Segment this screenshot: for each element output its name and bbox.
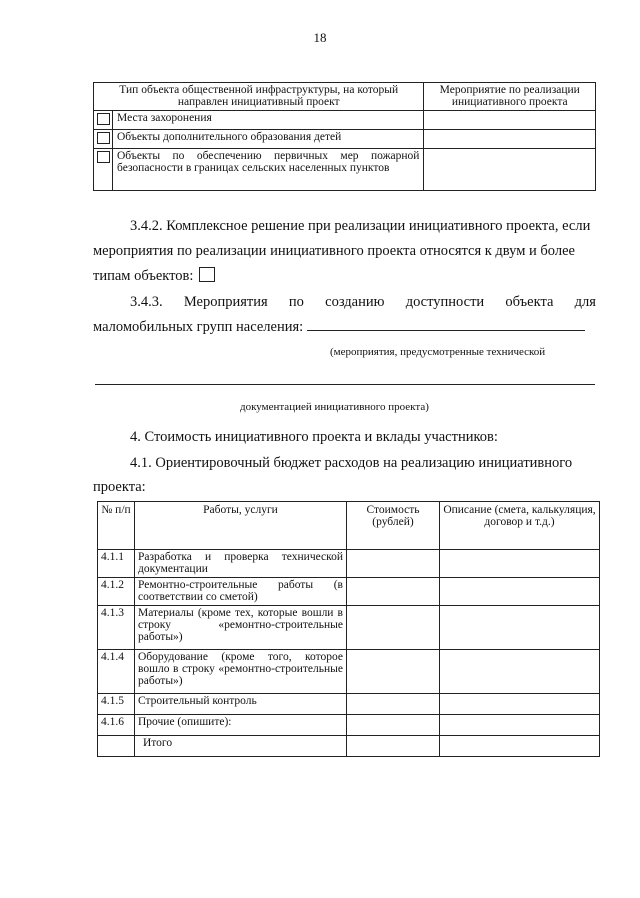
budget-row-total: Итого <box>135 736 347 757</box>
budget-row-work: Прочие (опишите): <box>135 715 347 736</box>
budget-row-cost[interactable] <box>347 694 440 715</box>
infra-header-measure: Мероприятие по реализации инициативного проекта <box>424 83 596 111</box>
budget-row-work: Ремонтно-строительные работы (в соответствии со сметой) <box>135 578 347 606</box>
budget-row-work: Материалы (кроме тех, которые вошли в строку «ремонтно-строительные работы») <box>135 606 347 650</box>
budget-row-desc[interactable] <box>440 694 600 715</box>
table-row <box>98 736 600 757</box>
infra-row-label: Места захоронения <box>113 111 424 130</box>
budget-row-desc[interactable] <box>440 736 600 757</box>
budget-row-num: 4.1.1 <box>98 550 135 578</box>
s342-line3-wrap <box>93 265 215 288</box>
checkbox[interactable] <box>199 267 215 282</box>
checkbox[interactable] <box>97 151 110 163</box>
s343-word: для <box>574 294 596 310</box>
budget-header-work: Работы, услуги <box>135 502 347 550</box>
budget-row-desc[interactable] <box>440 550 600 578</box>
infra-row-measure[interactable] <box>424 149 596 191</box>
s41-line1: 4.1. Ориентировочный бюджет расходов на реализацию инициативного <box>130 455 573 471</box>
budget-row-num: 4.1.2 <box>98 578 135 606</box>
s343-line2: маломобильных групп населения: <box>93 319 304 335</box>
section4-heading: 4. Стоимость инициативного проекта и вклады участников: <box>130 429 498 445</box>
s343-caption1: (мероприятия, предусмотренные технической <box>330 346 546 358</box>
fill-in-line[interactable] <box>95 384 595 385</box>
s343-word: доступности <box>405 294 485 310</box>
s343-word: по <box>288 294 304 310</box>
table-row <box>98 550 600 578</box>
infra-header-type: Тип объекта общественной инфраструктуры, на который направлен инициативный проект <box>94 83 424 111</box>
fill-in-line[interactable] <box>307 316 585 331</box>
table-row <box>94 149 596 191</box>
table-row <box>94 111 596 130</box>
s343-word: созданию <box>325 294 385 310</box>
table-row <box>98 650 600 694</box>
budget-row-work: Разработка и проверка технической документации <box>135 550 347 578</box>
infrastructure-type-table <box>93 82 596 191</box>
infra-row-measure[interactable] <box>424 130 596 149</box>
s343-line2-wrap <box>93 316 585 339</box>
budget-row-cost[interactable] <box>347 650 440 694</box>
page-number: 18 <box>313 30 327 45</box>
table-row <box>98 694 600 715</box>
budget-row-cost[interactable] <box>347 578 440 606</box>
budget-row-num: 4.1.4 <box>98 650 135 694</box>
budget-table <box>97 501 600 757</box>
checkbox-cell[interactable] <box>94 111 113 130</box>
checkbox[interactable] <box>97 113 110 125</box>
budget-row-work: Оборудование (кроме того, которое вошло в строку «ремонтно-строительные работы») <box>135 650 347 694</box>
budget-row-cost[interactable] <box>347 550 440 578</box>
checkbox[interactable] <box>97 132 110 144</box>
s343-word: объекта <box>505 294 554 310</box>
budget-row-cost[interactable] <box>347 736 440 757</box>
s342-line3: типам объектов: <box>93 268 194 284</box>
s342-line1: 3.4.2. Комплексное решение при реализации инициативного проекта, если <box>130 218 591 234</box>
table-row <box>98 715 600 736</box>
table-row <box>98 606 600 650</box>
s342-line2: мероприятия по реализации инициативного проекта относятся к двум и более <box>93 243 575 259</box>
table-row <box>98 578 600 606</box>
budget-row-desc[interactable] <box>440 606 600 650</box>
budget-row-cost[interactable] <box>347 606 440 650</box>
budget-row-num: 4.1.5 <box>98 694 135 715</box>
budget-row-desc[interactable] <box>440 715 600 736</box>
infra-row-label: Объекты дополнительного образования детей <box>113 130 424 149</box>
budget-row-num: 4.1.3 <box>98 606 135 650</box>
budget-row-num: 4.1.6 <box>98 715 135 736</box>
budget-row-num <box>98 736 135 757</box>
s343-caption2: документацией инициативного проекта) <box>240 401 429 413</box>
s343-word: 3.4.3. <box>130 294 163 310</box>
checkbox-cell[interactable] <box>94 130 113 149</box>
budget-row-desc[interactable] <box>440 650 600 694</box>
infra-row-measure[interactable] <box>424 111 596 130</box>
s343-line1 <box>130 291 596 314</box>
s41-line2: проекта: <box>93 479 146 495</box>
budget-header-desc: Описание (смета, калькуляция, договор и т.д.) <box>440 502 600 550</box>
budget-header-cost: Стоимость (рублей) <box>347 502 440 550</box>
table-row <box>94 130 596 149</box>
s343-word: Мероприятия <box>183 294 268 310</box>
checkbox-cell[interactable] <box>94 149 113 191</box>
infra-row-label: Объекты по обеспечению первичных мер пожарной безопасности в границах сельских населенных пунктов <box>113 149 424 191</box>
budget-row-work: Строительный контроль <box>135 694 347 715</box>
budget-row-desc[interactable] <box>440 578 600 606</box>
budget-header-num: № п/п <box>98 502 135 550</box>
budget-row-cost[interactable] <box>347 715 440 736</box>
